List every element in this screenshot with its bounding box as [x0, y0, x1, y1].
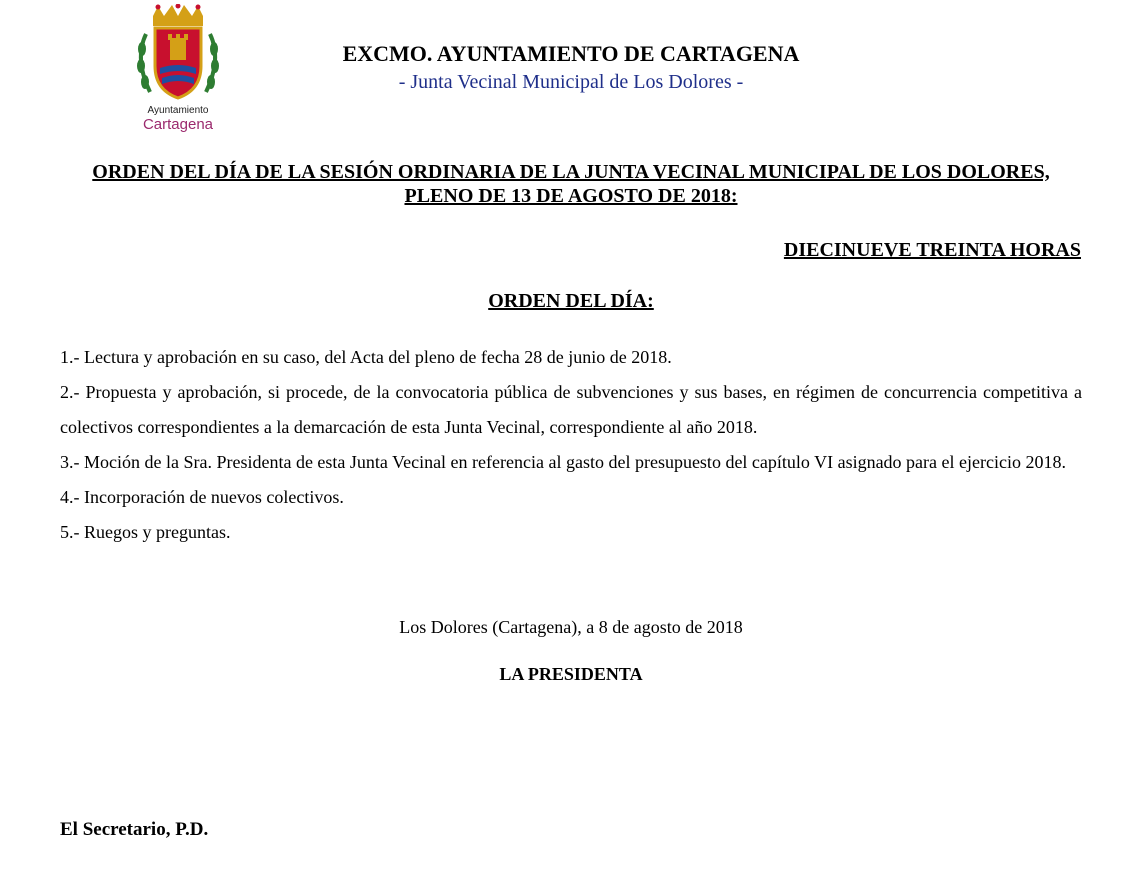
secretary-signature: El Secretario, P.D. — [60, 819, 209, 840]
organization-title: EXCMO. AYUNTAMIENTO DE CARTAGENA — [342, 41, 800, 66]
agenda-heading: ORDEN DEL DÍA: — [488, 290, 654, 312]
agenda-item: 1.- Lectura y aprobación en su caso, del Acta del pleno de fecha 28 de junio de 2018. — [60, 347, 672, 367]
organization-subtitle: - Junta Vecinal Municipal de Los Dolores - — [398, 71, 744, 93]
document-title: ORDEN DEL DÍA DE LA SESIÓN ORDINARIA DE LA JUNTA VECINAL MUNICIPAL DE LOS DOLORES, PLENO DE 13 DE AGOSTO DE 2018: — [92, 161, 1050, 207]
session-time: DIECINUEVE TREINTA HORAS — [783, 239, 1081, 261]
agenda-item: 3.- Moción de la Sra. Presidenta de esta Junta Vecinal en referencia al gasto del presupuesto del capítulo VI asignado para el ejercicio 2018. — [60, 452, 1066, 472]
logo-text-ayuntamiento: Ayuntamiento — [147, 105, 209, 116]
agenda-item: 2.- Propuesta y aprobación, si procede, de la convocatoria pública de subvenciones y sus bases, en régimen de concurrencia competitiva a colectivos correspondientes a la demarcación de esta Junta Vecinal, correspondiente al año 2018. — [60, 382, 1082, 437]
agenda-item: 4.- Incorporación de nuevos colectivos. — [60, 487, 344, 507]
agenda-list — [60, 340, 1082, 550]
signer-title: LA PRESIDENTA — [499, 664, 643, 684]
municipal-logo — [128, 4, 228, 134]
place-and-date: Los Dolores (Cartagena), a 8 de agosto de 2018 — [399, 617, 743, 637]
agenda-item: 5.- Ruegos y preguntas. — [60, 522, 231, 542]
logo-text-cartagena: Cartagena — [142, 116, 214, 133]
